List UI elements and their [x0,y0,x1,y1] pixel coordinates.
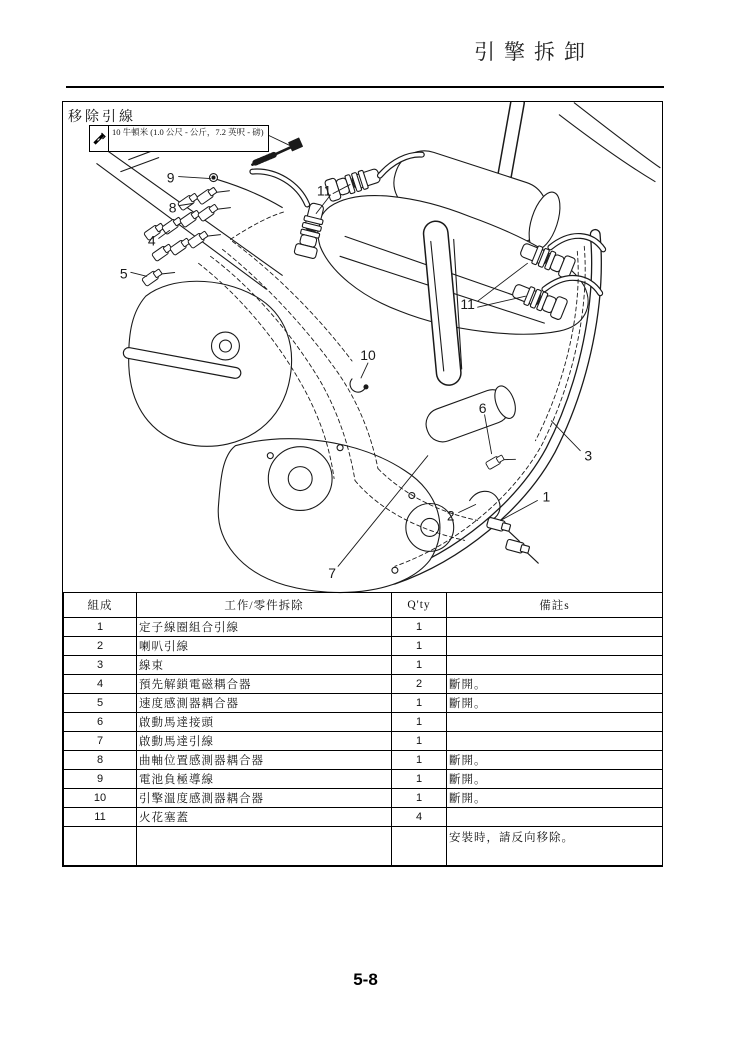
engine-diagram [63,102,662,607]
cell-no: 11 [64,808,137,827]
cell-qty: 2 [392,675,447,694]
cell-job: 啟動馬達引線 [137,732,392,751]
table-row [64,751,663,770]
cell-remarks [447,713,663,732]
engine-left-body [129,281,292,446]
table-row [64,694,663,713]
callout-5: 5 [119,265,128,282]
cell-no: 6 [64,713,137,732]
callout-4: 4 [147,232,156,249]
table-row [64,770,663,789]
callout-3: 3 [584,447,593,464]
cell-job: 速度感測器耦合器 [137,694,392,713]
callout-9: 9 [166,169,175,186]
col-header-item: 組成 [64,593,137,618]
cell-no: 4 [64,675,137,694]
callout-1: 1 [542,488,551,505]
callout-2: 2 [446,507,455,524]
cell-remarks [447,808,663,827]
callout-7: 7 [328,565,336,582]
cell-job: 啟動馬達接頭 [137,713,392,732]
cell-qty: 1 [392,770,447,789]
header-rule [66,86,664,88]
table-row [64,732,663,751]
cell-no: 7 [64,732,137,751]
page-number: 5-8 [353,970,378,989]
cell-remarks [447,637,663,656]
callout-11-right: 11 [460,296,475,313]
cell-remarks: 斷開。 [447,770,663,789]
col-header-job: 工作/零件拆除 [137,593,392,618]
cell-job: 火花塞蓋 [137,808,392,827]
page-title: 引擎拆卸 [474,40,594,64]
torque-wrench-icon [90,126,109,151]
callout-8: 8 [168,199,177,216]
cell-no: 1 [64,618,137,637]
cell-job: 曲軸位置感測器耦合器 [137,751,392,770]
battery-lead [210,174,283,208]
cell-no: 3 [64,656,137,675]
cell-job: 定子線圈組合引線 [137,618,392,637]
cell-remarks [447,732,663,751]
cell-remarks: 安裝時，請反向移除。 [447,827,663,866]
cell-qty: 1 [392,656,447,675]
parts-table [63,592,663,866]
cell-no: 2 [64,637,137,656]
table-row [64,808,663,827]
callout-6: 6 [478,399,487,416]
cell-no: 8 [64,751,137,770]
cell-job: 喇叭引線 [137,637,392,656]
cell-remarks: 斷開。 [447,789,663,808]
table-row [64,789,663,808]
cell-qty: 1 [392,637,447,656]
table-row [64,618,663,637]
table-row [64,656,663,675]
cell-remarks: 斷開。 [447,694,663,713]
cell-qty: 1 [392,732,447,751]
cell-job [137,827,392,866]
cell-no: 10 [64,789,137,808]
cell-remarks: 斷開。 [447,751,663,770]
cell-qty: 4 [392,808,447,827]
cell-no: 9 [64,770,137,789]
cell-qty: 1 [392,694,447,713]
torque-spec-box [89,125,269,152]
table-row [64,713,663,732]
table-row [64,827,663,866]
cell-no [64,827,137,866]
cell-job: 預先解鎖電磁耦合器 [137,675,392,694]
section-title: 移除引線 [68,110,136,125]
figure-panel [62,101,663,867]
cell-remarks: 斷開。 [447,675,663,694]
starter-motor [422,383,520,446]
cell-qty [392,827,447,866]
col-header-remarks: 備註s [447,593,663,618]
torque-spec-text: 10 牛頓米 (1.0 公尺 - 公斤，7.2 英呎 - 磅) [112,127,264,137]
cell-remarks [447,656,663,675]
table-header-row [64,593,663,618]
cell-qty: 1 [392,751,447,770]
cell-job: 電池負極導線 [137,770,392,789]
callout-11-left: 11 [316,182,332,199]
cell-qty: 1 [392,618,447,637]
table-row [64,637,663,656]
cell-qty: 1 [392,789,447,808]
cell-job: 線束 [137,656,392,675]
table-row [64,675,663,694]
cell-qty: 1 [392,713,447,732]
callout-10: 10 [360,346,376,363]
cell-remarks [447,618,663,637]
col-header-qty: Q'ty [392,593,447,618]
cell-no: 5 [64,694,137,713]
cell-job: 引擎溫度感測器耦合器 [137,789,392,808]
